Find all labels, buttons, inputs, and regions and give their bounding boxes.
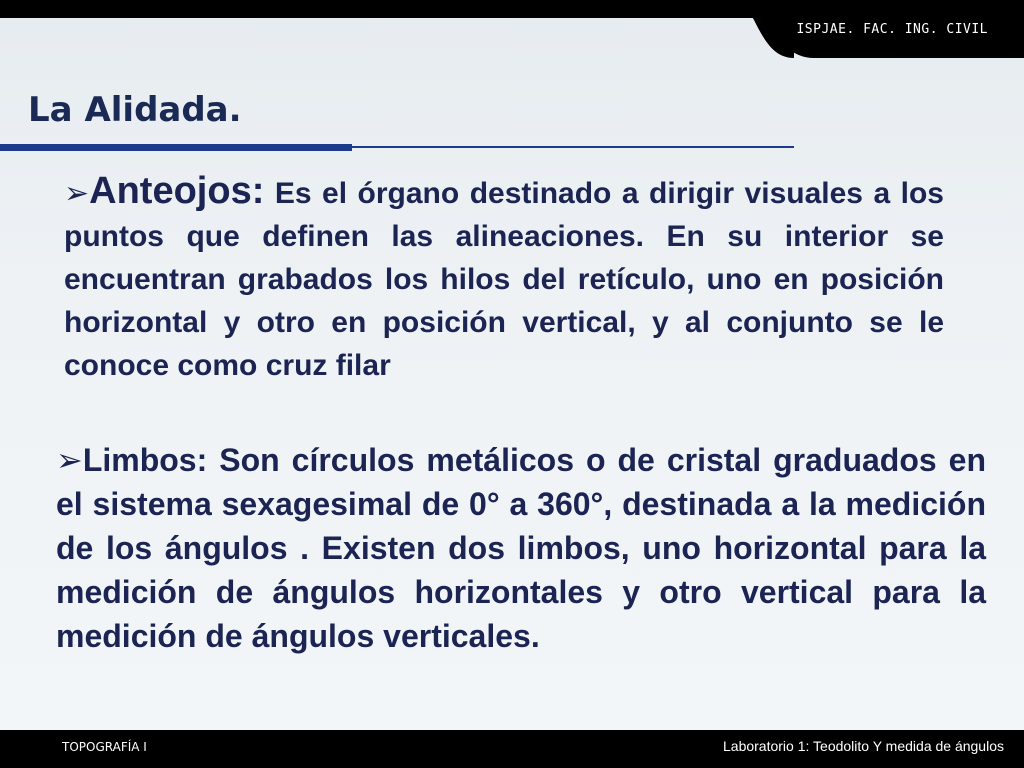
term-limbos: Limbos: xyxy=(82,442,208,478)
slide-title: La Alidada. xyxy=(28,90,242,130)
footer-course: TOPOGRAFÍA I xyxy=(62,740,147,754)
text-anteojos: Es el órgano destinado a dirigir visuales a los puntos que definen las alineaciones. En su interior se encuentran grabados los hilos del retículo, uno en posición horizontal y otro en posición vertical, y al conjunto se le conoce como cruz filar xyxy=(64,177,944,382)
institution-label: ISPJAE. FAC. ING. CIVIL xyxy=(796,22,988,37)
arrow-bullet-icon: ➢ xyxy=(56,441,83,479)
text-limbos: Son círculos metálicos o de cristal graduados en el sistema sexagesimal de 0° a 360°, destinada a la medición de los ángulos . Existen dos limbos, uno horizontal para la medición de ángulos horizontales y otro vertical para la medición de ángulos verticales. xyxy=(56,442,986,654)
footer-lab: Laboratorio 1: Teodolito Y medida de ángulos xyxy=(723,738,1004,754)
bullet-anteojos xyxy=(64,170,944,387)
title-underline-thin xyxy=(352,146,794,148)
term-anteojos: Anteojos: xyxy=(89,170,265,212)
arrow-bullet-icon: ➢ xyxy=(64,176,90,211)
bullet-limbos xyxy=(56,438,986,658)
slide-panel xyxy=(0,18,1024,730)
title-underline-thick xyxy=(0,144,352,151)
